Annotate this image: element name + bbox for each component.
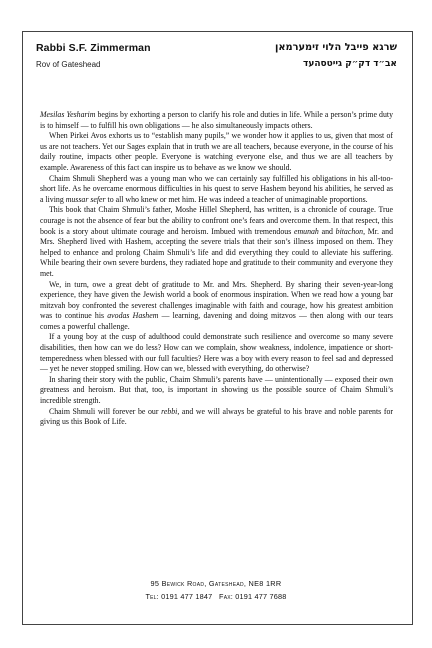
hebrew-name: שרגא פייבל הלוי זימערמאן [275,42,397,53]
letterhead [36,42,397,82]
footer-address: 95 Bewick Road, Gateshead, NE8 1RR [150,579,282,588]
rabbi-name: Rabbi S.F. Zimmerman [36,42,151,54]
paragraph-1: Mesilas Yesharim begins by exhorting a person to clarify his role and duties in life. While a person’s prime duty is to himself — to fulfill his own obligations — he also simultaneously impacts others. [40,110,393,130]
paragraph-5: We, in turn, owe a great debt of gratitude to Mr. and Mrs. Shepherd. By sharing their seven-year-long experience, they have given the Jewish world a book of enormous inspiration. When we read how a young bar mitzvah boy confronted the severest challenges imaginable with faith and courage, how his greatest ambition was to continue his avodas Hashem — learning, davening and doing mitzvos — then along with our tears comes a powerful challenge. [40,279,393,331]
paragraph-7: In sharing their story with the public, Chaim Shmuli’s parents have — unintentionally — exposed their own greatness and heroism. But that, too, is important in showing us the possible source of Chaim Shmuli’s incredible strength. [40,374,393,406]
paragraph-2: When Pirkei Avos exhorts us to “establish many pupils,” we wonder how it applies to us, given that most of us are not teachers. Yet our Sages explain that in truth we are all teachers, because everyone, in the course of his daily routine, impacts other people. Everyone is watching everyone else, and thus we are all teachers by example. Awareness of this fact can inspire us to behave as we know we should. [40,131,393,172]
letter-body [40,110,393,428]
paragraph-6: If a young boy at the cusp of adulthood could demonstrate such resilience and overcome so many severe disabilities, then how can we do less? How can we complain, show weakness, indolence, impatience or short-temperedness when blessed with our full faculties? Here was a boy with every reason to feel sad and depressed — yet he never stopped smiling. How can we, blessed with everything, do otherwise? [40,332,393,374]
paragraph-8: Chaim Shmuli will forever be our rebbi, and we will always be grateful to his brave and noble parents for giving us this Book of Life. [40,406,393,427]
footer-contact: Tel: 0191 477 1847 Fax: 0191 477 7688 [145,592,287,601]
paragraph-3: Chaim Shmuli Shepherd was a young man who we can certainly say fulfilled his obligations in his all-too-short life. As he overcame enormous difficulties in his quest to serve Hashem beyond his abilities, he served as a living mussar sefer to all who knew or met him. He was indeed a teacher of unimaginable proportions. [40,173,393,204]
paragraph-4: This book that Chaim Shmuli’s father, Moshe Hillel Shepherd, has written, is a chronicle of courage. True courage is not the absence of fear but the ability to confront one’s fears and overcome them. In that respect, this book is a story about ultimate courage and heroism. Imbued with tremendous emunah and bitachon, Mr. and Mrs. Shepherd lived with Hashem, accepting the severe trials that their son’s illness imposed on them. They helped to enhance and prolong Chaim Shmuli’s life and did everything they could to alleviate his suffering. While bearing their own severe burdens, they radiated hope and gratitude to their community and everyone they met. [40,205,393,278]
hebrew-title: אב״ד דק״ק גייטסהעד [303,59,397,69]
rabbi-title: Rov of Gateshead [36,60,101,69]
book-title: Mesilas Yesharim [40,110,96,119]
